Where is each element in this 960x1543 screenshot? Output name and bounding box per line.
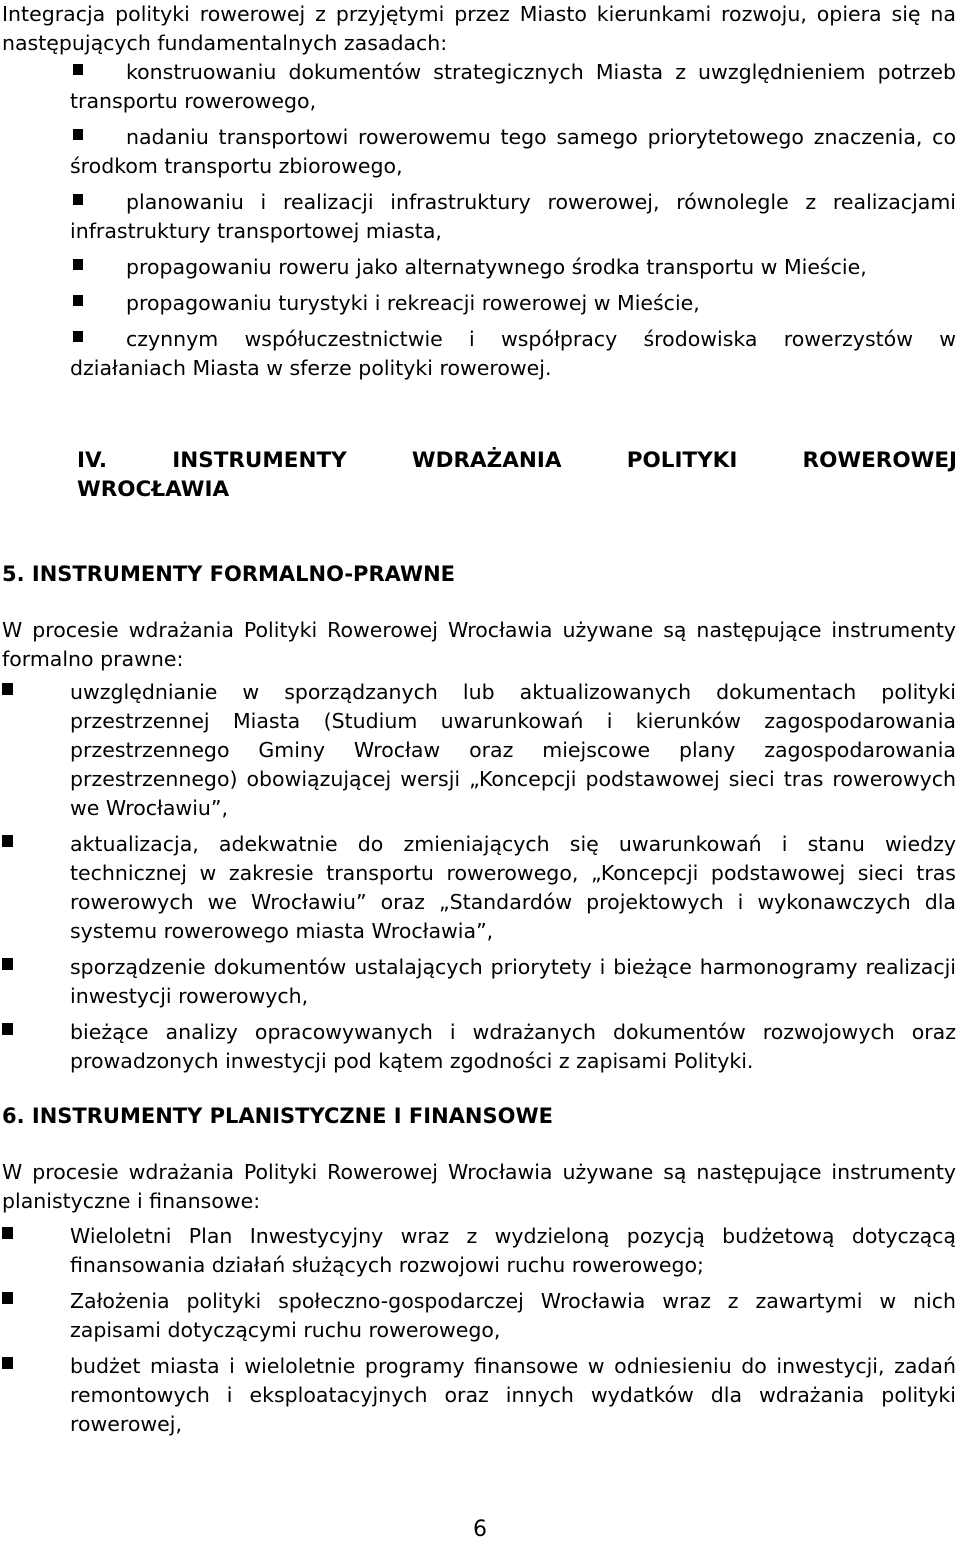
square-bullet-icon: [2, 1023, 13, 1035]
list-item: bieżące analizy opracowywanych i wdrażanych dokumentów rozwojowych oraz prowadzonych inwestycji pod kątem zgodności z zapisami Polityki.: [70, 1018, 956, 1076]
list-item: nadaniu transportowi rowerowemu tego samego priorytetowego znaczenia, co środkom transportu zbiorowego,: [70, 125, 956, 178]
square-bullet-icon: [2, 1292, 13, 1304]
section-5-intro: W procesie wdrażania Polityki Rowerowej Wrocławia używane są następujące instrumenty formalno prawne:: [2, 618, 956, 671]
square-bullet-icon: [2, 1357, 13, 1369]
section-6-heading: 6. INSTRUMENTY PLANISTYCZNE I FINANSOWE: [2, 1104, 553, 1128]
square-bullet-icon: [2, 958, 13, 970]
square-bullet-icon: [73, 331, 83, 342]
section-iv-heading: [77, 446, 957, 504]
list-item: propagowaniu roweru jako alternatywnego środka transportu w Mieście,: [70, 253, 956, 282]
planning-financial-instruments-list: [70, 1222, 956, 1446]
formal-legal-instruments-list: [70, 678, 956, 1083]
list-item: budżet miasta i wieloletnie programy finansowe w odniesieniu do inwestycji, zadań remontowych i eksploatacyjnych oraz innych wydatków dla wdrażania polityki rowerowej,: [70, 1352, 956, 1439]
square-bullet-icon: [2, 835, 13, 847]
list-item: planowaniu i realizacji infrastruktury rowerowej, równolegle z realizacjami infrastruktury transportowej miasta,: [70, 190, 956, 243]
square-bullet-icon: [2, 1227, 13, 1239]
list-item: czynnym współuczestnictwie i współpracy środowiska rowerzystów w działaniach Miasta w sferze polityki rowerowej.: [70, 327, 956, 380]
list-item: propagowaniu turystyki i rekreacji rowerowej w Mieście,: [70, 289, 956, 318]
square-bullet-icon: [73, 64, 83, 75]
section-iv-heading-line: WROCŁAWIA: [77, 477, 230, 502]
page-number: 6: [473, 1517, 487, 1542]
principles-list: [70, 58, 956, 390]
list-item: Założenia polityki społeczno-gospodarczej Wrocławia wraz z zawartymi w nich zapisami dotyczącymi ruchu rowerowego,: [70, 1287, 956, 1345]
square-bullet-icon: [73, 259, 83, 270]
square-bullet-icon: [73, 129, 83, 140]
list-item: Wieloletni Plan Inwestycyjny wraz z wydzieloną pozycją budżetową dotyczącą finansowania działań służących rozwojowi ruchu rowerowego;: [70, 1222, 956, 1280]
list-item: sporządzenie dokumentów ustalających priorytety i bieżące harmonogramy realizacji inwestycji rowerowych,: [70, 953, 956, 1011]
intro-paragraph: Integracja polityki rowerowej z przyjętymi przez Miasto kierunkami rozwoju, opiera się na następujących fundamentalnych zasadach:: [2, 2, 956, 55]
list-item: uwzględnianie w sporządzanych lub aktualizowanych dokumentach polityki przestrzennej Miasta (Studium uwarunkowań i kierunków zagospodarowania przestrzennego Gminy Wrocław oraz miejscowe plany zagospodarowania przestrzennego) obowiązującej wersji „Koncepcji podstawowej sieci tras rowerowych we Wrocławiu”,: [70, 678, 956, 823]
list-item: konstruowaniu dokumentów strategicznych Miasta z uwzględnieniem potrzeb transportu rowerowego,: [70, 60, 956, 113]
section-iv-heading-line: IV. INSTRUMENTY WDRAŻANIA POLITYKI ROWEROWEJ: [77, 448, 957, 473]
list-item: aktualizacja, adekwatnie do zmieniających się uwarunkowań i stanu wiedzy technicznej w zakresie transportu rowerowego, „Koncepcji podstawowej sieci tras rowerowych we Wrocławiu” oraz „Standardów projektowych i wykonawczych dla systemu rowerowego miasta Wrocławia”,: [70, 830, 956, 946]
square-bullet-icon: [2, 683, 13, 695]
section-6-intro: W procesie wdrażania Polityki Rowerowej Wrocławia używane są następujące instrumenty planistyczne i finansowe:: [2, 1160, 956, 1213]
square-bullet-icon: [73, 295, 83, 306]
section-5-heading: 5. INSTRUMENTY FORMALNO-PRAWNE: [2, 562, 456, 586]
square-bullet-icon: [73, 194, 83, 205]
